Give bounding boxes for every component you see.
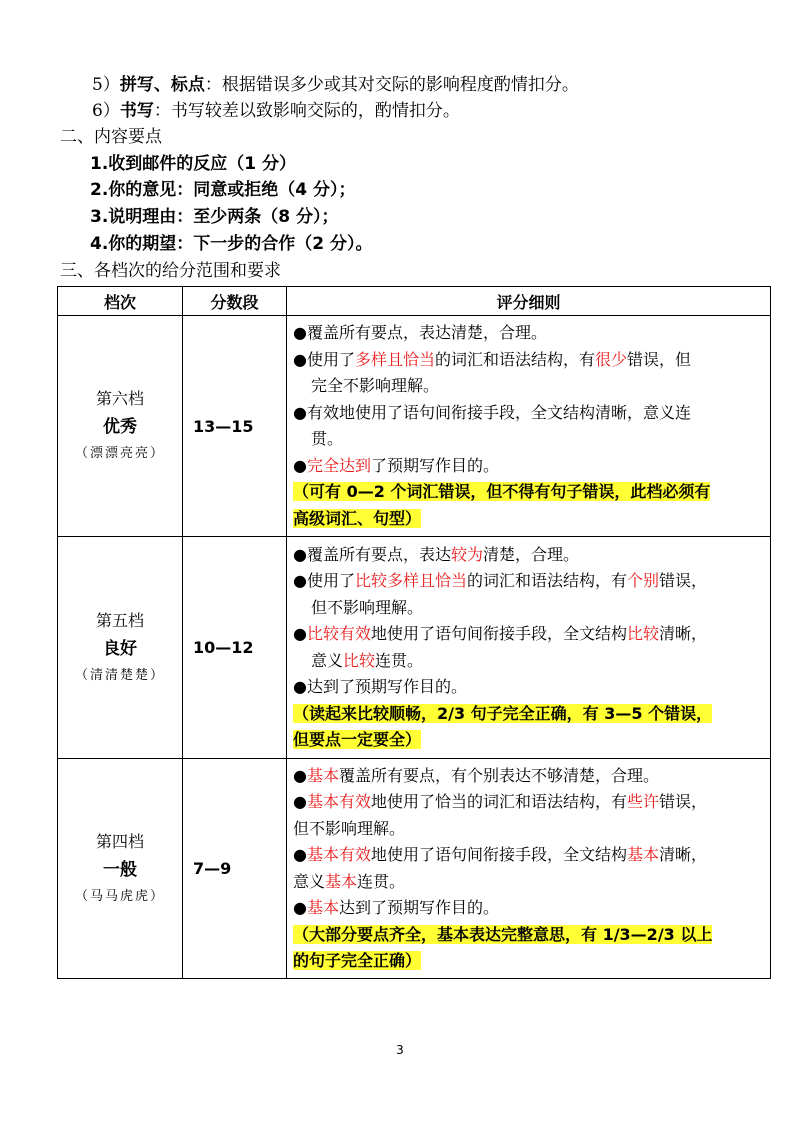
tier-level: 优秀 bbox=[103, 417, 137, 437]
criterion bbox=[293, 568, 766, 595]
tier-name: 第四档 bbox=[95, 831, 144, 851]
emphasis-text: 较为 bbox=[450, 544, 483, 564]
score-range: 13—15 bbox=[183, 316, 287, 537]
tier-name: 第五档 bbox=[95, 610, 144, 630]
rule-handwriting bbox=[92, 99, 460, 123]
rule-number: 5） bbox=[92, 75, 120, 95]
table-header-row bbox=[58, 287, 771, 316]
criterion-continued: 贯。 bbox=[311, 429, 344, 448]
criterion bbox=[293, 895, 766, 922]
criterion-text: 的词汇和语法结构，有 bbox=[466, 571, 627, 590]
emphasis-text: 多样且恰当 bbox=[354, 349, 435, 369]
criterion-text: 了预期写作目的。 bbox=[370, 455, 499, 475]
content-point: 2.你的意见：同意或拒绝（4 分）； bbox=[90, 180, 356, 200]
criterion-text: 连贯。 bbox=[357, 871, 406, 891]
highlight-note bbox=[293, 727, 766, 754]
criterion-continued bbox=[293, 648, 766, 675]
emphasis-text: 完全达到 bbox=[306, 455, 371, 475]
page-number: 3 bbox=[396, 1043, 404, 1057]
rule-text: ：根据错误多少或其对交际的影响程度酌情扣分。 bbox=[204, 75, 579, 95]
section-heading-content: 二、内容要点 bbox=[60, 127, 162, 147]
header-criteria: 评分细则 bbox=[287, 287, 771, 316]
emphasis-text: 基本 bbox=[306, 765, 339, 785]
criterion-text: 达到了预期写作目的。 bbox=[338, 898, 499, 917]
highlight-text: 的句子完全正确） bbox=[293, 951, 422, 970]
criterion-text: ● bbox=[293, 624, 307, 643]
rule-title: 拼写、标点 bbox=[119, 75, 205, 95]
criterion-continued: 完全不影响理解。 bbox=[311, 376, 440, 395]
criterion-text: 错误， bbox=[659, 792, 708, 811]
criterion bbox=[293, 542, 766, 569]
criterion bbox=[293, 621, 766, 648]
criterion: ●覆盖所有要点，表达清楚，合理。 bbox=[293, 323, 547, 342]
criterion-text: 地使用了语句间衔接手段，全文结构 bbox=[370, 845, 627, 864]
tier-name: 第六档 bbox=[95, 389, 144, 408]
criterion-text: 连贯。 bbox=[375, 650, 424, 670]
criterion-text: 的词汇和语法结构，有 bbox=[434, 349, 595, 369]
table-row bbox=[58, 537, 771, 759]
highlight-text: （可有 0—2 个词汇错误，但不得有句子错误，此档必须有 bbox=[293, 482, 711, 501]
criterion-continued bbox=[293, 869, 766, 896]
criterion-text: 清楚，合理。 bbox=[482, 544, 579, 564]
criterion bbox=[293, 789, 766, 816]
highlight-note bbox=[293, 922, 766, 949]
emphasis-text: 基本 bbox=[325, 871, 358, 891]
criterion-text: ● bbox=[293, 765, 307, 785]
emphasis-text: 些许 bbox=[627, 792, 660, 811]
criteria-cell bbox=[287, 316, 771, 537]
score-range: 7—9 bbox=[183, 759, 287, 979]
criterion-text: 覆盖所有要点，有个别表达不够清楚，合理。 bbox=[338, 765, 659, 785]
criterion-continued: 但不影响理解。 bbox=[293, 818, 406, 838]
emphasis-text: 很少 bbox=[595, 349, 628, 369]
criterion-continued: 但不影响理解。 bbox=[311, 597, 424, 617]
criterion-text: 意义 bbox=[311, 650, 344, 670]
header-tier: 档次 bbox=[58, 287, 183, 316]
criterion-text: 错误， bbox=[659, 571, 708, 590]
highlight-note bbox=[293, 506, 766, 533]
score-range: 10—12 bbox=[183, 537, 287, 759]
criterion-text: 清晰， bbox=[659, 845, 708, 864]
emphasis-text: 比较 bbox=[627, 624, 660, 643]
header-score: 分数段 bbox=[183, 287, 287, 316]
criterion-text: 错误，但 bbox=[627, 349, 692, 369]
tier-level: 良好 bbox=[103, 638, 137, 659]
criterion-text: 地使用了恰当的词汇和语法结构，有 bbox=[370, 792, 627, 811]
tier-cell bbox=[58, 316, 183, 537]
criteria-cell bbox=[287, 759, 771, 979]
highlight-text: （大部分要点齐全，基本表达完整意思，有 1/3—2/3 以上 bbox=[293, 924, 713, 944]
highlight-note bbox=[293, 479, 766, 506]
criterion-text: ●使用了 bbox=[293, 571, 355, 590]
emphasis-text: 基本 bbox=[306, 898, 339, 917]
highlight-note bbox=[293, 701, 766, 728]
criterion-text: ●使用了 bbox=[293, 349, 355, 369]
emphasis-text: 基本有效 bbox=[306, 792, 371, 811]
emphasis-text: 个别 bbox=[627, 571, 660, 590]
criterion bbox=[293, 763, 766, 790]
emphasis-text: 基本 bbox=[627, 845, 660, 864]
tier-desc: （漂漂亮亮） bbox=[74, 446, 165, 461]
highlight-note bbox=[293, 948, 766, 975]
rule-spelling bbox=[92, 73, 579, 97]
highlight-text: （读起来比较顺畅，2/3 句子完全正确，有 3—5 个错误， bbox=[293, 703, 713, 723]
table-row bbox=[58, 759, 771, 979]
criterion bbox=[293, 842, 766, 869]
rule-number: 6） bbox=[92, 101, 120, 121]
tier-cell bbox=[58, 537, 183, 759]
criterion-text: ● bbox=[293, 898, 307, 917]
criterion-text: 地使用了语句间衔接手段，全文结构 bbox=[370, 624, 627, 643]
tier-desc: （清清楚楚） bbox=[74, 667, 165, 683]
criterion: ●达到了预期写作目的。 bbox=[293, 677, 467, 696]
highlight-text: 但要点一定要全） bbox=[293, 730, 422, 749]
highlight-text: 高级词汇、句型） bbox=[293, 508, 422, 528]
tier-cell bbox=[58, 759, 183, 979]
criterion-text: ● bbox=[293, 845, 307, 864]
criterion-text: ●覆盖所有要点，表达 bbox=[293, 544, 451, 564]
content-point: 4.你的期望：下一步的合作（2 分）。 bbox=[90, 234, 373, 254]
emphasis-text: 比较 bbox=[343, 650, 376, 670]
emphasis-text: 基本有效 bbox=[306, 845, 371, 864]
tier-desc: （马马虎虎） bbox=[74, 888, 165, 904]
tier-level: 一般 bbox=[103, 859, 137, 880]
criterion-text: 清晰， bbox=[659, 624, 708, 643]
content-point: 1.收到邮件的反应（1 分） bbox=[90, 154, 297, 174]
emphasis-text: 比较多样且恰当 bbox=[354, 571, 467, 590]
criterion bbox=[293, 453, 766, 480]
criterion-text: ● bbox=[293, 792, 307, 811]
grading-table bbox=[57, 286, 771, 979]
criterion bbox=[293, 347, 766, 374]
emphasis-text: 比较有效 bbox=[306, 624, 371, 643]
criterion: ●有效地使用了语句间衔接手段，全文结构清晰，意义连 bbox=[293, 402, 691, 422]
criteria-cell bbox=[287, 537, 771, 759]
content-point: 3.说明理由：至少两条（8 分）； bbox=[90, 207, 339, 227]
section-heading-grades: 三、各档次的给分范围和要求 bbox=[60, 261, 281, 281]
rule-title: 书写 bbox=[119, 101, 154, 121]
criterion-text: ● bbox=[293, 455, 307, 475]
criterion-text: 意义 bbox=[293, 871, 326, 891]
table-row bbox=[58, 316, 771, 537]
rule-text: ：书写较差以致影响交际的，酌情扣分。 bbox=[153, 101, 460, 121]
